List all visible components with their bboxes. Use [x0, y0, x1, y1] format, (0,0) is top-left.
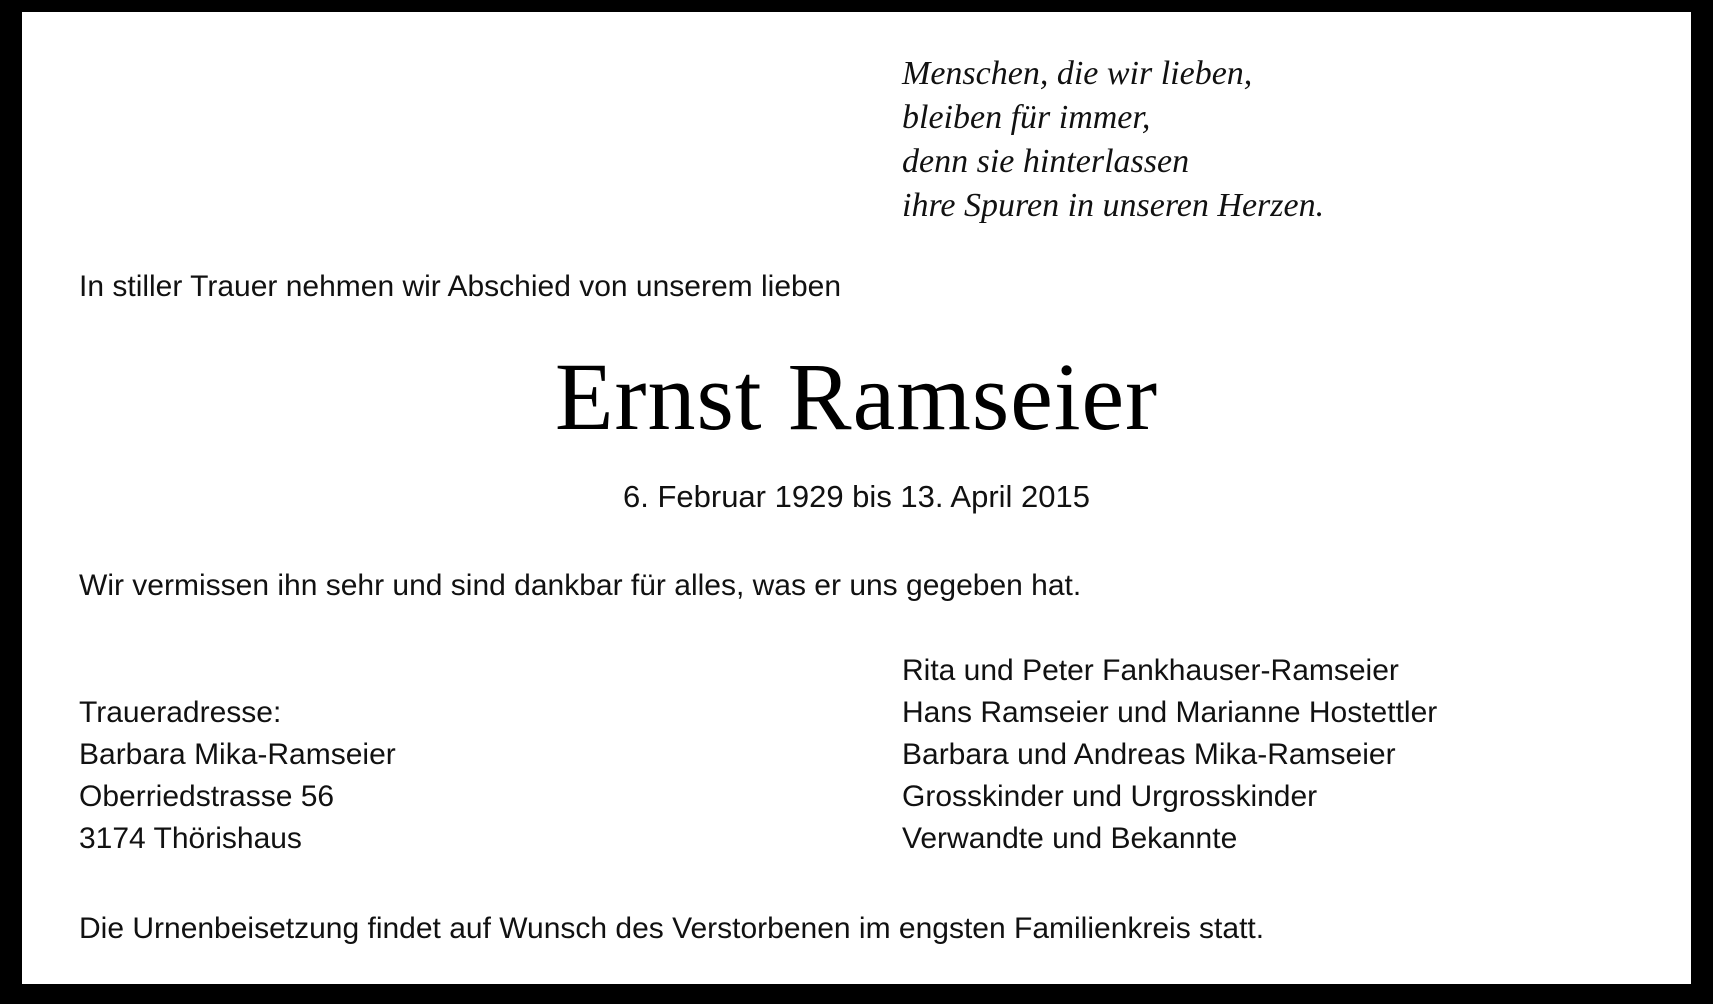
survivor-line-5: Verwandte und Bekannte: [902, 822, 1238, 855]
poem-line-4: ihre Spuren in unseren Herzen.: [902, 187, 1325, 224]
address-name: Barbara Mika-Ramseier: [79, 738, 396, 771]
deceased-name: Ernst Ramseier: [554, 343, 1159, 450]
address-label: Traueradresse:: [79, 696, 282, 729]
poem-line-2: bleiben für immer,: [902, 99, 1151, 136]
survivor-line-4: Grosskinder und Urgrosskinder: [902, 780, 1318, 813]
closing-note: Die Urnenbeisetzung findet auf Wunsch des Verstorbenen im engsten Familienkreis statt.: [79, 912, 1265, 945]
mourning-address-block: [79, 692, 396, 860]
poem-line-3: denn sie hinterlassen: [902, 143, 1190, 180]
intro-text: In stiller Trauer nehmen wir Abschied von unserem lieben: [79, 270, 842, 303]
life-dates: 6. Februar 1929 bis 13. April 2015: [622, 479, 1091, 514]
address-city: 3174 Thörishaus: [79, 822, 302, 855]
survivor-line-2: Hans Ramseier und Marianne Hostettler: [902, 696, 1438, 729]
obituary-inner: [22, 12, 1691, 984]
survivor-line-3: Barbara und Andreas Mika-Ramseier: [902, 738, 1396, 771]
gratitude-text: Wir vermissen ihn sehr und sind dankbar für alles, was er uns gegeben hat.: [79, 569, 1082, 602]
poem-block: [902, 52, 1324, 228]
survivors-block: [902, 650, 1437, 860]
address-street: Oberriedstrasse 56: [79, 780, 335, 813]
obituary-notice: [22, 12, 1691, 984]
poem-line-1: Menschen, die wir lieben,: [902, 55, 1253, 92]
survivor-line-1: Rita und Peter Fankhauser-Ramseier: [902, 654, 1399, 687]
